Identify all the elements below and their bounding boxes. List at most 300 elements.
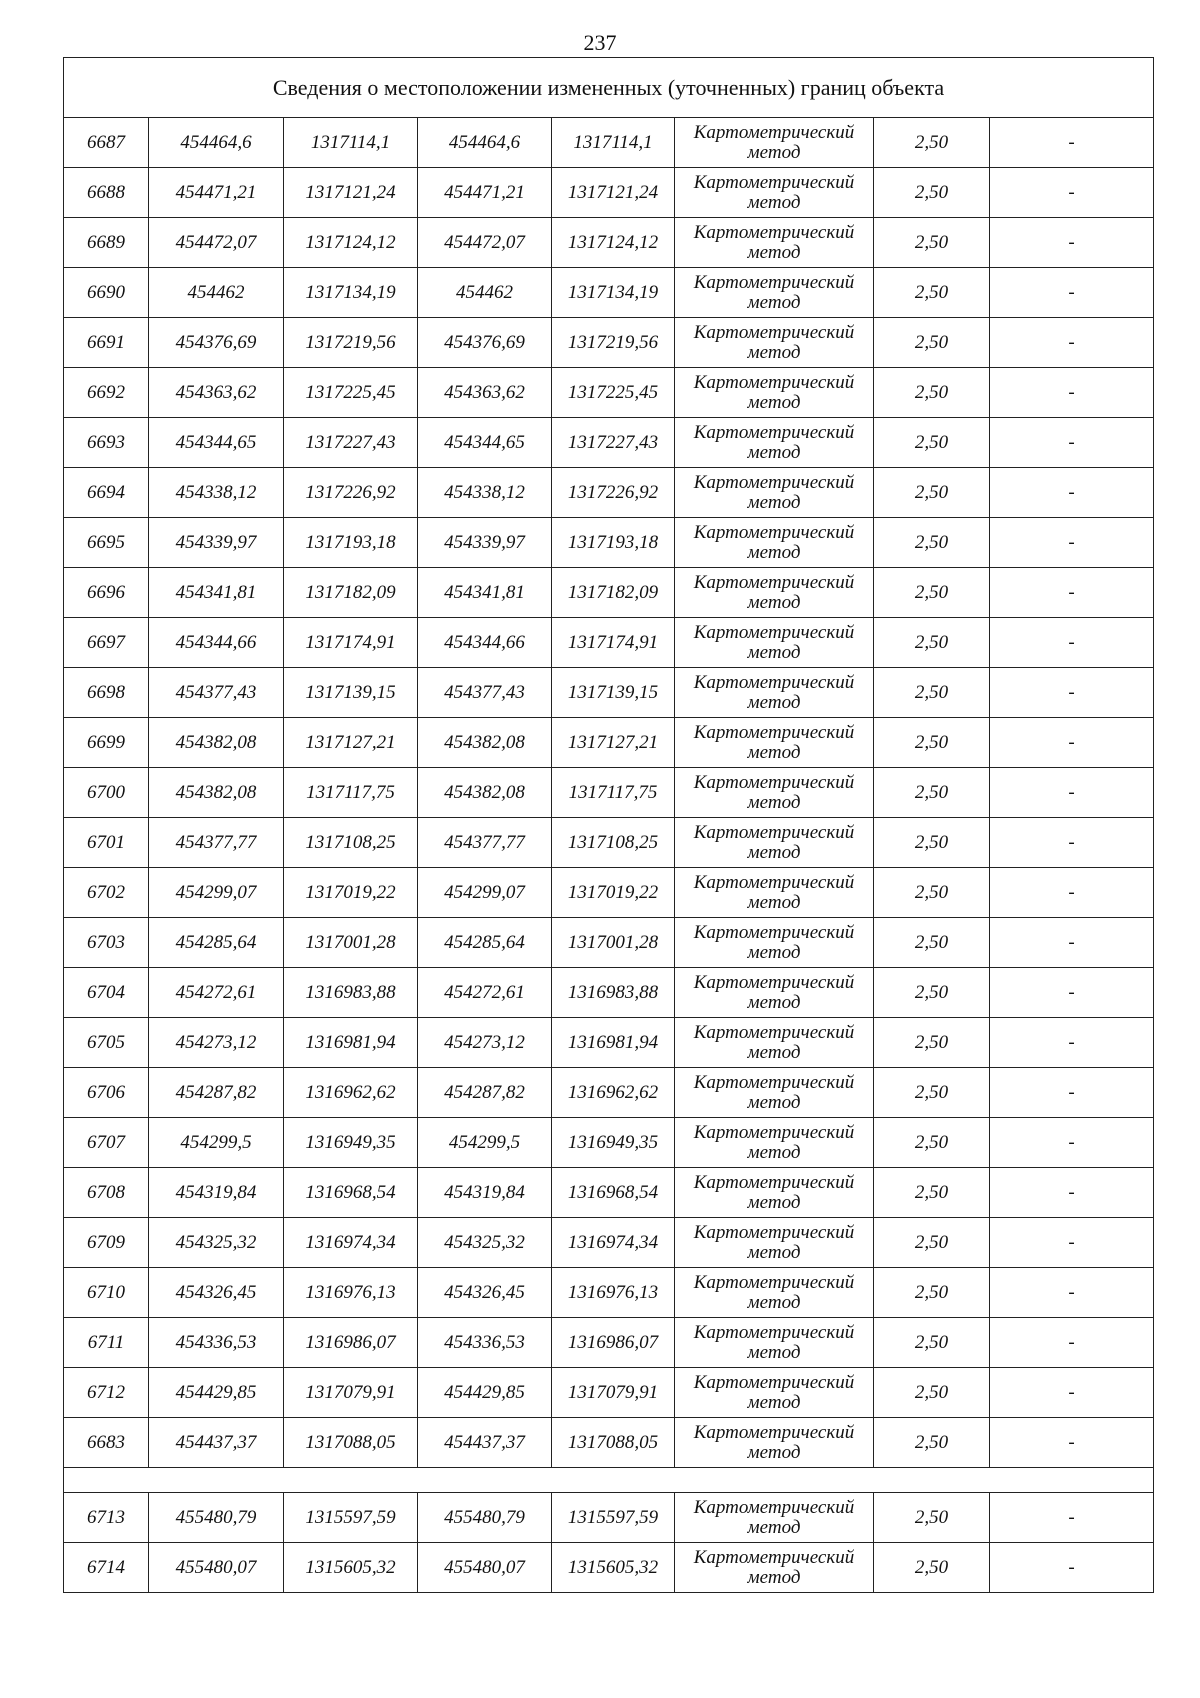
- method-word: метод: [747, 1141, 801, 1163]
- method-cell: [675, 1118, 874, 1168]
- method-word: метод: [747, 191, 801, 213]
- description-cell: -: [990, 1168, 1154, 1218]
- point-number-cell: 6690: [64, 268, 149, 318]
- x-new-cell: 454464,6: [418, 118, 552, 168]
- x-existing-cell: 454382,08: [149, 768, 284, 818]
- x-new-cell: 454338,12: [418, 468, 552, 518]
- method-word: метод: [747, 291, 801, 313]
- y-new-cell: 1316949,35: [552, 1118, 675, 1168]
- table-row: [64, 618, 1154, 668]
- accuracy-cell: 2,50: [874, 1418, 990, 1468]
- table-title: Сведения о местоположении измененных (уточненных) границ объекта: [64, 58, 1154, 118]
- method-word: Картометрический: [693, 721, 855, 743]
- page-number: 237: [583, 30, 617, 55]
- x-new-cell: 454339,97: [418, 518, 552, 568]
- accuracy-cell: 2,50: [874, 868, 990, 918]
- x-new-cell: 454344,65: [418, 418, 552, 468]
- y-new-cell: 1317226,92: [552, 468, 675, 518]
- x-existing-cell: 454429,85: [149, 1368, 284, 1418]
- x-new-cell: 454272,61: [418, 968, 552, 1018]
- y-new-cell: 1315597,59: [552, 1493, 675, 1543]
- y-new-cell: 1315605,32: [552, 1543, 675, 1593]
- x-new-cell: 454462: [418, 268, 552, 318]
- method-cell: [675, 868, 874, 918]
- method-word: Картометрический: [693, 821, 855, 843]
- accuracy-cell: 2,50: [874, 768, 990, 818]
- table-row: [64, 1368, 1154, 1418]
- method-word: метод: [747, 741, 801, 763]
- point-number-cell: 6688: [64, 168, 149, 218]
- table-row: [64, 118, 1154, 168]
- method-word: метод: [747, 791, 801, 813]
- method-word: метод: [747, 991, 801, 1013]
- method-word: Картометрический: [693, 671, 855, 693]
- x-existing-cell: 454336,53: [149, 1318, 284, 1368]
- method-cell: [675, 1543, 874, 1593]
- y-existing-cell: 1317127,21: [284, 718, 418, 768]
- x-new-cell: 454273,12: [418, 1018, 552, 1068]
- method-word: метод: [747, 1091, 801, 1113]
- method-word: метод: [747, 641, 801, 663]
- accuracy-cell: 2,50: [874, 268, 990, 318]
- method-cell: [675, 918, 874, 968]
- y-existing-cell: 1317088,05: [284, 1418, 418, 1468]
- x-existing-cell: 454325,32: [149, 1218, 284, 1268]
- x-new-cell: 454287,82: [418, 1068, 552, 1118]
- description-cell: -: [990, 118, 1154, 168]
- x-existing-cell: 454319,84: [149, 1168, 284, 1218]
- method-word: метод: [747, 1241, 801, 1263]
- y-existing-cell: 1316974,34: [284, 1218, 418, 1268]
- x-existing-cell: 455480,79: [149, 1493, 284, 1543]
- x-existing-cell: 454338,12: [149, 468, 284, 518]
- y-new-cell: 1317134,19: [552, 268, 675, 318]
- method-cell: [675, 818, 874, 868]
- x-existing-cell: 454326,45: [149, 1268, 284, 1318]
- method-cell: [675, 1218, 874, 1268]
- x-existing-cell: 454287,82: [149, 1068, 284, 1118]
- y-existing-cell: 1317121,24: [284, 168, 418, 218]
- x-existing-cell: 454382,08: [149, 718, 284, 768]
- y-new-cell: 1317108,25: [552, 818, 675, 868]
- method-word: метод: [747, 541, 801, 563]
- point-number-cell: 6683: [64, 1418, 149, 1468]
- method-word: Картометрический: [693, 371, 855, 393]
- table-row: [64, 668, 1154, 718]
- method-cell: [675, 268, 874, 318]
- method-word: Картометрический: [693, 1071, 855, 1093]
- description-cell: -: [990, 818, 1154, 868]
- point-number-cell: 6693: [64, 418, 149, 468]
- method-cell: [675, 618, 874, 668]
- method-word: Картометрический: [693, 1371, 855, 1393]
- x-new-cell: 454325,32: [418, 1218, 552, 1268]
- table-row: [64, 1318, 1154, 1368]
- x-new-cell: 454382,08: [418, 718, 552, 768]
- y-existing-cell: 1317225,45: [284, 368, 418, 418]
- x-new-cell: 454326,45: [418, 1268, 552, 1318]
- table-row: [64, 168, 1154, 218]
- x-existing-cell: 454344,65: [149, 418, 284, 468]
- x-existing-cell: 454272,61: [149, 968, 284, 1018]
- method-word: метод: [747, 491, 801, 513]
- point-number-cell: 6713: [64, 1493, 149, 1543]
- y-new-cell: 1316981,94: [552, 1018, 675, 1068]
- accuracy-cell: 2,50: [874, 468, 990, 518]
- description-cell: -: [990, 368, 1154, 418]
- method-word: метод: [747, 1516, 801, 1538]
- description-cell: -: [990, 968, 1154, 1018]
- table-row: [64, 1118, 1154, 1168]
- table-row: [64, 1543, 1154, 1593]
- description-cell: -: [990, 568, 1154, 618]
- method-word: Картометрический: [693, 471, 855, 493]
- y-new-cell: 1317139,15: [552, 668, 675, 718]
- x-existing-cell: 454299,5: [149, 1118, 284, 1168]
- table-row: [64, 1493, 1154, 1543]
- y-existing-cell: 1317226,92: [284, 468, 418, 518]
- y-existing-cell: 1317174,91: [284, 618, 418, 668]
- point-number-cell: 6701: [64, 818, 149, 868]
- method-cell: [675, 968, 874, 1018]
- description-cell: -: [990, 1368, 1154, 1418]
- table-separator-row: [64, 1468, 1154, 1493]
- table-row: [64, 868, 1154, 918]
- point-number-cell: 6702: [64, 868, 149, 918]
- table-row: [64, 268, 1154, 318]
- method-word: Картометрический: [693, 171, 855, 193]
- method-word: Картометрический: [693, 1121, 855, 1143]
- description-cell: -: [990, 768, 1154, 818]
- description-cell: -: [990, 1268, 1154, 1318]
- y-new-cell: 1316974,34: [552, 1218, 675, 1268]
- method-cell: [675, 1068, 874, 1118]
- point-number-cell: 6703: [64, 918, 149, 968]
- accuracy-cell: 2,50: [874, 1543, 990, 1593]
- x-new-cell: 454429,85: [418, 1368, 552, 1418]
- accuracy-cell: 2,50: [874, 918, 990, 968]
- method-word: Картометрический: [693, 221, 855, 243]
- accuracy-cell: 2,50: [874, 518, 990, 568]
- point-number-cell: 6698: [64, 668, 149, 718]
- x-new-cell: 454299,5: [418, 1118, 552, 1168]
- point-number-cell: 6694: [64, 468, 149, 518]
- method-cell: [675, 768, 874, 818]
- method-cell: [675, 218, 874, 268]
- y-existing-cell: 1317124,12: [284, 218, 418, 268]
- description-cell: -: [990, 868, 1154, 918]
- y-new-cell: 1316968,54: [552, 1168, 675, 1218]
- method-word: Картометрический: [693, 521, 855, 543]
- table-row: [64, 818, 1154, 868]
- table-row: [64, 1018, 1154, 1068]
- method-word: Картометрический: [693, 1496, 855, 1518]
- table-row: [64, 368, 1154, 418]
- method-cell: [675, 568, 874, 618]
- point-number-cell: 6714: [64, 1543, 149, 1593]
- accuracy-cell: 2,50: [874, 1118, 990, 1168]
- x-new-cell: 454377,43: [418, 668, 552, 718]
- table-row: [64, 518, 1154, 568]
- method-cell: [675, 468, 874, 518]
- y-existing-cell: 1315605,32: [284, 1543, 418, 1593]
- x-existing-cell: 454376,69: [149, 318, 284, 368]
- method-cell: [675, 668, 874, 718]
- table-row: [64, 768, 1154, 818]
- x-new-cell: 454382,08: [418, 768, 552, 818]
- y-existing-cell: 1316968,54: [284, 1168, 418, 1218]
- method-cell: [675, 1368, 874, 1418]
- accuracy-cell: 2,50: [874, 1168, 990, 1218]
- table-row: [64, 318, 1154, 368]
- method-word: метод: [747, 141, 801, 163]
- method-word: Картометрический: [693, 771, 855, 793]
- y-existing-cell: 1316983,88: [284, 968, 418, 1018]
- description-cell: -: [990, 918, 1154, 968]
- description-cell: -: [990, 1318, 1154, 1368]
- x-new-cell: 454336,53: [418, 1318, 552, 1368]
- description-cell: -: [990, 1018, 1154, 1068]
- y-existing-cell: 1317019,22: [284, 868, 418, 918]
- accuracy-cell: 2,50: [874, 1018, 990, 1068]
- description-cell: -: [990, 1118, 1154, 1168]
- method-word: метод: [747, 1291, 801, 1313]
- y-existing-cell: 1317001,28: [284, 918, 418, 968]
- x-new-cell: 454319,84: [418, 1168, 552, 1218]
- y-new-cell: 1317174,91: [552, 618, 675, 668]
- x-existing-cell: 454437,37: [149, 1418, 284, 1468]
- y-existing-cell: 1317193,18: [284, 518, 418, 568]
- accuracy-cell: 2,50: [874, 368, 990, 418]
- accuracy-cell: 2,50: [874, 118, 990, 168]
- description-cell: -: [990, 268, 1154, 318]
- description-cell: -: [990, 218, 1154, 268]
- description-cell: -: [990, 418, 1154, 468]
- table-row: [64, 718, 1154, 768]
- accuracy-cell: 2,50: [874, 618, 990, 668]
- x-existing-cell: 454377,43: [149, 668, 284, 718]
- y-existing-cell: 1317219,56: [284, 318, 418, 368]
- accuracy-cell: 2,50: [874, 168, 990, 218]
- method-word: метод: [747, 691, 801, 713]
- y-existing-cell: 1316962,62: [284, 1068, 418, 1118]
- y-new-cell: 1317193,18: [552, 518, 675, 568]
- x-existing-cell: 454344,66: [149, 618, 284, 668]
- y-existing-cell: 1317182,09: [284, 568, 418, 618]
- x-existing-cell: 454377,77: [149, 818, 284, 868]
- method-word: Картометрический: [693, 971, 855, 993]
- point-number-cell: 6709: [64, 1218, 149, 1268]
- y-existing-cell: 1317079,91: [284, 1368, 418, 1418]
- accuracy-cell: 2,50: [874, 1068, 990, 1118]
- y-existing-cell: 1317134,19: [284, 268, 418, 318]
- description-cell: -: [990, 1543, 1154, 1593]
- table-row: [64, 418, 1154, 468]
- point-number-cell: 6691: [64, 318, 149, 368]
- method-cell: [675, 1493, 874, 1543]
- description-cell: -: [990, 718, 1154, 768]
- point-number-cell: 6699: [64, 718, 149, 768]
- method-cell: [675, 368, 874, 418]
- description-cell: -: [990, 1418, 1154, 1468]
- point-number-cell: 6696: [64, 568, 149, 618]
- method-word: метод: [747, 1191, 801, 1213]
- description-cell: -: [990, 618, 1154, 668]
- accuracy-cell: 2,50: [874, 1318, 990, 1368]
- method-word: Картометрический: [693, 571, 855, 593]
- y-existing-cell: 1317114,1: [284, 118, 418, 168]
- accuracy-cell: 2,50: [874, 1493, 990, 1543]
- method-word: метод: [747, 941, 801, 963]
- description-cell: -: [990, 318, 1154, 368]
- table-row: [64, 568, 1154, 618]
- x-new-cell: 454472,07: [418, 218, 552, 268]
- method-word: Картометрический: [693, 1421, 855, 1443]
- description-cell: -: [990, 168, 1154, 218]
- description-cell: -: [990, 468, 1154, 518]
- x-existing-cell: 454285,64: [149, 918, 284, 968]
- point-number-cell: 6689: [64, 218, 149, 268]
- method-word: Картометрический: [693, 121, 855, 143]
- y-new-cell: 1316983,88: [552, 968, 675, 1018]
- method-word: Картометрический: [693, 1171, 855, 1193]
- method-word: метод: [747, 391, 801, 413]
- y-existing-cell: 1316986,07: [284, 1318, 418, 1368]
- method-word: метод: [747, 1566, 801, 1588]
- accuracy-cell: 2,50: [874, 818, 990, 868]
- method-word: Картометрический: [693, 621, 855, 643]
- description-cell: -: [990, 1493, 1154, 1543]
- y-existing-cell: 1316949,35: [284, 1118, 418, 1168]
- method-word: метод: [747, 441, 801, 463]
- point-number-cell: 6706: [64, 1068, 149, 1118]
- table-title-row: [64, 58, 1154, 118]
- x-new-cell: 454285,64: [418, 918, 552, 968]
- method-cell: [675, 1318, 874, 1368]
- method-cell: [675, 168, 874, 218]
- x-existing-cell: 454472,07: [149, 218, 284, 268]
- point-number-cell: 6712: [64, 1368, 149, 1418]
- method-word: метод: [747, 1341, 801, 1363]
- table-separator-cell: [64, 1468, 1154, 1493]
- table-row: [64, 1268, 1154, 1318]
- x-existing-cell: 454462: [149, 268, 284, 318]
- x-new-cell: 454299,07: [418, 868, 552, 918]
- x-existing-cell: 454363,62: [149, 368, 284, 418]
- method-word: Картометрический: [693, 1546, 855, 1568]
- x-new-cell: 455480,07: [418, 1543, 552, 1593]
- point-number-cell: 6707: [64, 1118, 149, 1168]
- method-cell: [675, 418, 874, 468]
- point-number-cell: 6705: [64, 1018, 149, 1068]
- method-word: Картометрический: [693, 271, 855, 293]
- x-new-cell: 454376,69: [418, 318, 552, 368]
- x-new-cell: 454341,81: [418, 568, 552, 618]
- method-cell: [675, 1268, 874, 1318]
- table-row: [64, 918, 1154, 968]
- accuracy-cell: 2,50: [874, 1268, 990, 1318]
- y-new-cell: 1316976,13: [552, 1268, 675, 1318]
- point-number-cell: 6708: [64, 1168, 149, 1218]
- x-new-cell: 455480,79: [418, 1493, 552, 1543]
- description-cell: -: [990, 668, 1154, 718]
- y-new-cell: 1317019,22: [552, 868, 675, 918]
- y-existing-cell: 1317139,15: [284, 668, 418, 718]
- y-new-cell: 1317225,45: [552, 368, 675, 418]
- method-word: Картометрический: [693, 1271, 855, 1293]
- method-cell: [675, 118, 874, 168]
- method-cell: [675, 1018, 874, 1068]
- method-word: Картометрический: [693, 1321, 855, 1343]
- y-existing-cell: 1315597,59: [284, 1493, 418, 1543]
- method-cell: [675, 318, 874, 368]
- method-word: Картометрический: [693, 421, 855, 443]
- x-existing-cell: 454339,97: [149, 518, 284, 568]
- method-word: метод: [747, 841, 801, 863]
- accuracy-cell: 2,50: [874, 1368, 990, 1418]
- y-new-cell: 1317079,91: [552, 1368, 675, 1418]
- table-row: [64, 1418, 1154, 1468]
- point-number-cell: 6695: [64, 518, 149, 568]
- table-row: [64, 468, 1154, 518]
- accuracy-cell: 2,50: [874, 968, 990, 1018]
- accuracy-cell: 2,50: [874, 718, 990, 768]
- x-new-cell: 454363,62: [418, 368, 552, 418]
- method-word: Картометрический: [693, 1021, 855, 1043]
- y-new-cell: 1317088,05: [552, 1418, 675, 1468]
- method-cell: [675, 1418, 874, 1468]
- accuracy-cell: 2,50: [874, 318, 990, 368]
- point-number-cell: 6704: [64, 968, 149, 1018]
- method-word: метод: [747, 1041, 801, 1063]
- method-word: Картометрический: [693, 321, 855, 343]
- y-new-cell: 1316986,07: [552, 1318, 675, 1368]
- y-new-cell: 1317114,1: [552, 118, 675, 168]
- description-cell: -: [990, 1068, 1154, 1118]
- y-new-cell: 1317117,75: [552, 768, 675, 818]
- table-row: [64, 1168, 1154, 1218]
- point-number-cell: 6700: [64, 768, 149, 818]
- description-cell: -: [990, 518, 1154, 568]
- method-word: метод: [747, 591, 801, 613]
- y-existing-cell: 1317117,75: [284, 768, 418, 818]
- y-existing-cell: 1317227,43: [284, 418, 418, 468]
- method-word: метод: [747, 1441, 801, 1463]
- method-word: метод: [747, 1391, 801, 1413]
- y-new-cell: 1317182,09: [552, 568, 675, 618]
- accuracy-cell: 2,50: [874, 668, 990, 718]
- method-word: Картометрический: [693, 871, 855, 893]
- y-new-cell: 1317121,24: [552, 168, 675, 218]
- method-cell: [675, 1168, 874, 1218]
- point-number-cell: 6687: [64, 118, 149, 168]
- table-row: [64, 218, 1154, 268]
- accuracy-cell: 2,50: [874, 418, 990, 468]
- x-existing-cell: 454471,21: [149, 168, 284, 218]
- y-new-cell: 1316962,62: [552, 1068, 675, 1118]
- point-number-cell: 6692: [64, 368, 149, 418]
- method-cell: [675, 718, 874, 768]
- y-existing-cell: 1316981,94: [284, 1018, 418, 1068]
- description-cell: -: [990, 1218, 1154, 1268]
- y-new-cell: 1317124,12: [552, 218, 675, 268]
- table-row: [64, 968, 1154, 1018]
- x-existing-cell: 455480,07: [149, 1543, 284, 1593]
- table-body: [64, 58, 1154, 1593]
- method-word: Картометрический: [693, 921, 855, 943]
- accuracy-cell: 2,50: [874, 1218, 990, 1268]
- y-existing-cell: 1316976,13: [284, 1268, 418, 1318]
